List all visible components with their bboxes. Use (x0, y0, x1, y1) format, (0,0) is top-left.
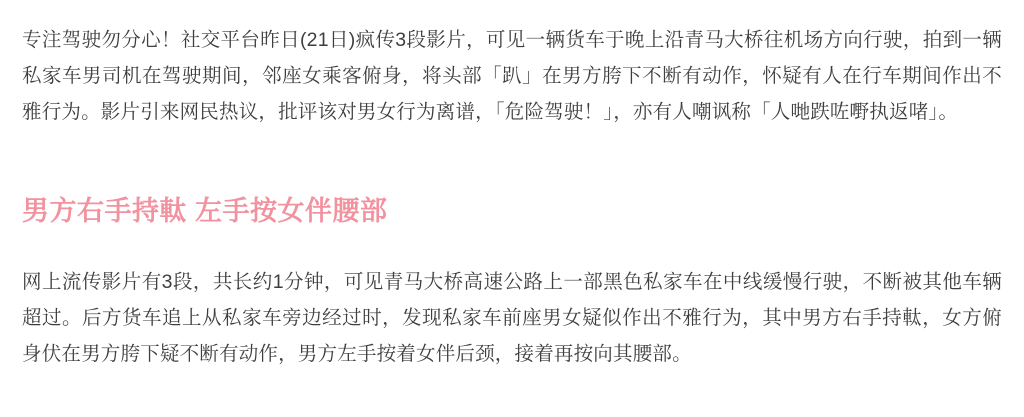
section-heading: 男方右手持軚 左手按女伴腰部 (22, 196, 388, 226)
body-paragraph: 网上流传影片有3段，共长约1分钟，可见青马大桥高速公路上一部黑色私家车在中线缓慢行驶，不断被其他车辆超过。后方货车追上从私家车旁边经过时，发现私家车前座男女疑似作出不雅行为，其中男方右手持軚，女方俯身伏在男方胯下疑不断有动作，男方左手按着女伴后颈，接着再按向其腰部。 (22, 271, 1002, 365)
lead-paragraph: 专注驾驶勿分心！社交平台昨日(21日)疯传3段影片，可见一辆货车于晚上沿青马大桥往机场方向行驶，拍到一辆私家车男司机在驾驶期间，邻座女乘客俯身，将头部「趴」在男方胯下不断有动作，怀疑有人在行车期间作出不雅行为。影片引来网民热议，批评该对男女行为离谱，「危险驾驶！」，亦有人嘲讽称「人哋跌咗嘢执返啫」。 (22, 29, 1002, 123)
